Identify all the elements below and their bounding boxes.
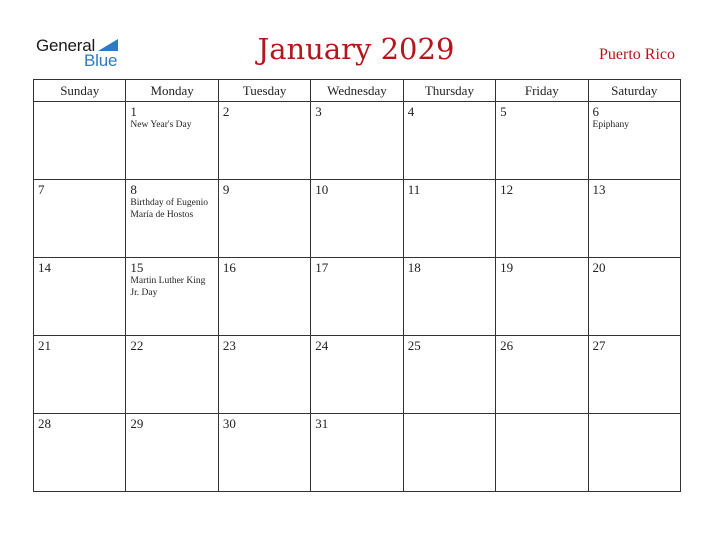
day-cell — [218, 414, 310, 492]
day-cell — [496, 414, 588, 492]
day-number: 20 — [592, 260, 606, 275]
day-number: 9 — [222, 182, 230, 197]
calendar-grid — [33, 79, 681, 492]
day-cell — [34, 102, 126, 180]
day-number: 26 — [500, 338, 514, 353]
weekday-header: Saturday — [588, 80, 680, 102]
day-number: 13 — [592, 182, 606, 197]
day-cell — [403, 102, 495, 180]
day-cell — [126, 102, 218, 180]
weekday-header: Thursday — [403, 80, 495, 102]
day-number: 24 — [315, 338, 329, 353]
day-cell — [588, 102, 680, 180]
day-cell — [588, 414, 680, 492]
logo-text-general: General — [36, 36, 96, 55]
day-number: 22 — [130, 338, 144, 353]
day-number: 12 — [500, 182, 514, 197]
day-cell — [496, 258, 588, 336]
day-number: 28 — [38, 416, 51, 431]
day-cell — [588, 336, 680, 414]
day-cell — [588, 180, 680, 258]
week-row — [34, 414, 681, 492]
day-cell — [311, 102, 403, 180]
day-cell — [311, 414, 403, 492]
weekday-header: Monday — [126, 80, 218, 102]
day-cell — [403, 414, 495, 492]
day-number: 5 — [500, 104, 507, 119]
day-number: 2 — [222, 104, 230, 119]
day-cell — [218, 258, 310, 336]
logo-text-blue: Blue — [84, 51, 118, 70]
country-label: Puerto Rico — [599, 46, 675, 63]
weekday-header: Wednesday — [311, 80, 403, 102]
day-cell — [34, 336, 126, 414]
day-number: 15 — [130, 260, 144, 275]
day-cell — [218, 180, 310, 258]
day-cell — [126, 180, 218, 258]
day-number: 3 — [315, 104, 322, 119]
calendar-body — [34, 102, 681, 492]
day-number: 14 — [38, 260, 51, 275]
holiday-label: New Year's Day — [130, 120, 192, 130]
holiday-label: Epiphany — [592, 120, 629, 130]
day-cell — [34, 258, 126, 336]
day-number: 30 — [222, 416, 236, 431]
day-cell — [126, 336, 218, 414]
day-number: 17 — [315, 260, 329, 275]
day-cell — [34, 180, 126, 258]
holiday-label: Martin Luther King Jr. Day — [130, 276, 206, 298]
week-row — [34, 102, 681, 180]
day-number: 29 — [130, 416, 144, 431]
day-cell — [403, 180, 495, 258]
day-number: 23 — [222, 338, 236, 353]
weekday-header-row — [34, 80, 681, 102]
day-number: 25 — [407, 338, 421, 353]
weekday-header: Friday — [496, 80, 588, 102]
week-row — [34, 336, 681, 414]
day-number: 10 — [315, 182, 329, 197]
week-row — [34, 258, 681, 336]
day-number: 7 — [38, 182, 45, 197]
day-number: 16 — [222, 260, 236, 275]
day-number: 19 — [500, 260, 514, 275]
day-number: 1 — [130, 104, 137, 119]
day-cell — [126, 258, 218, 336]
day-cell — [403, 336, 495, 414]
day-cell — [496, 180, 588, 258]
day-number: 11 — [407, 182, 421, 197]
day-cell — [34, 414, 126, 492]
day-number: 27 — [592, 338, 606, 353]
day-cell — [311, 180, 403, 258]
weekday-header: Tuesday — [218, 80, 310, 102]
day-number: 6 — [592, 104, 600, 119]
day-cell — [311, 336, 403, 414]
day-cell — [218, 102, 310, 180]
day-number: 18 — [407, 260, 421, 275]
week-row — [34, 180, 681, 258]
weekday-header: Sunday — [34, 80, 126, 102]
day-cell — [496, 102, 588, 180]
day-cell — [218, 336, 310, 414]
holiday-label: Birthday of Eugenio María de Hostos — [130, 198, 208, 220]
calendar-title: January 2029 — [257, 32, 455, 66]
day-cell — [588, 258, 680, 336]
day-number: 31 — [315, 416, 329, 431]
day-number: 21 — [38, 338, 51, 353]
day-cell — [126, 414, 218, 492]
day-cell — [311, 258, 403, 336]
day-number: 4 — [407, 104, 415, 119]
day-number: 8 — [130, 182, 137, 197]
day-cell — [403, 258, 495, 336]
day-cell — [496, 336, 588, 414]
